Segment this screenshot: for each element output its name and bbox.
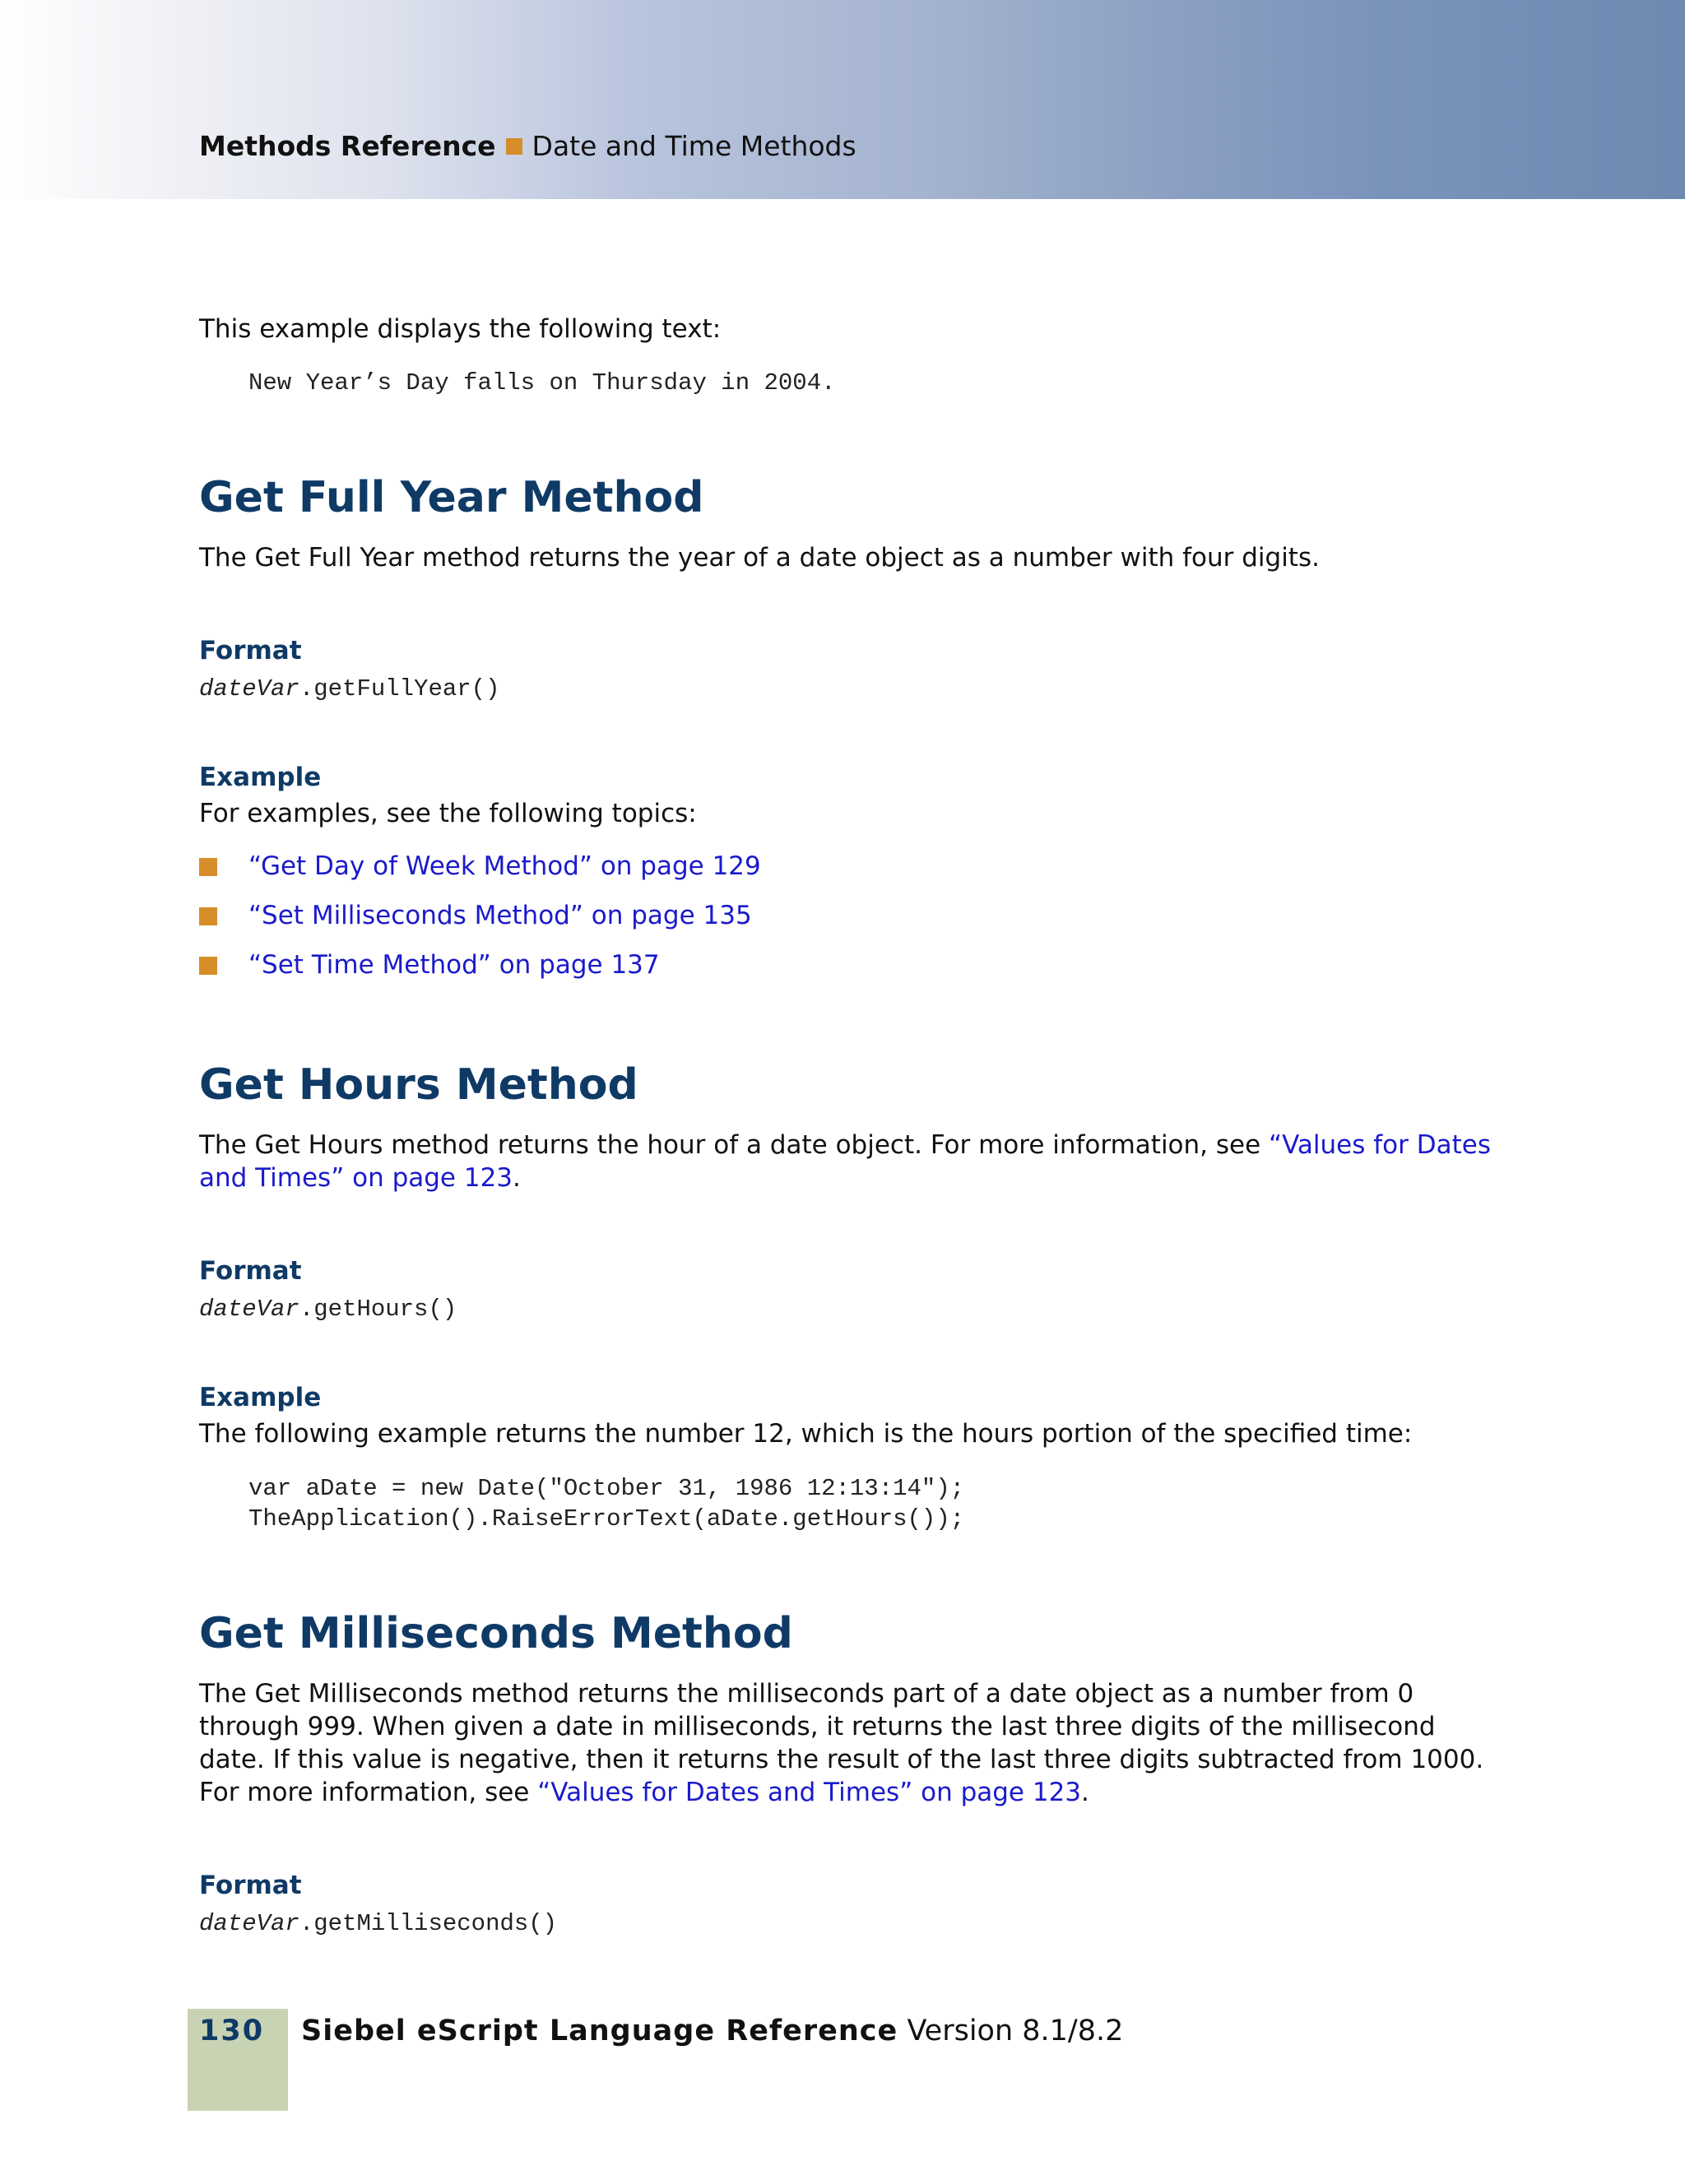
milliseconds-desc-line3: date. If this value is negative, then it returns the result of the last three digits subtracted from 1000. [199,1745,1484,1774]
footer-title [301,2014,1123,2048]
format-var: dateVar [199,1296,299,1323]
hours-example-text: The following example returns the number 12, which is the hours portion of the specified time: [199,1419,1413,1449]
hours-format-heading: Format [199,1256,302,1286]
format-var: dateVar [199,675,299,702]
full-year-desc: The Get Full Year method returns the year of a date object as a number with four digits. [199,543,1320,573]
hours-desc-end: . [513,1163,521,1193]
milliseconds-title: Get Milliseconds Method [199,1609,793,1658]
milliseconds-desc-line4 [199,1776,1089,1809]
format-call: .getMilliseconds() [299,1910,558,1937]
link-values-dates-times-cont[interactable]: and Times” on page 123 [199,1163,513,1193]
bullet-square-icon [199,957,217,975]
link-values-dates-times-ms[interactable]: “Values for Dates and Times” on page 123 [537,1778,1082,1807]
milliseconds-format-heading: Format [199,1871,302,1900]
hours-desc-text: The Get Hours method returns the hour of a date object. For more information, see [199,1130,1270,1160]
hours-code-line2: TheApplication().RaiseErrorText(aDate.getHours()); [248,1505,965,1533]
bullet-square-icon [199,858,217,876]
intro-text: This example displays the following text: [199,314,722,344]
format-call: .getHours() [299,1296,457,1323]
hours-format-code [199,1294,457,1324]
link-set-milliseconds[interactable]: “Set Milliseconds Method” on page 135 [248,901,752,930]
link-get-day-of-week[interactable]: “Get Day of Week Method” on page 129 [248,851,761,881]
format-call: .getFullYear() [299,675,500,702]
full-year-format-code [199,674,499,704]
milliseconds-desc-line1: The Get Milliseconds method returns the milliseconds part of a date object as a number from 0 [199,1679,1414,1709]
hours-code-line1: var aDate = new Date("October 31, 1986 12:13:14"); [248,1475,965,1502]
hours-desc-line1 [199,1129,1491,1162]
book-title: Siebel eScript Language Reference [301,2015,898,2047]
milliseconds-format-code [199,1908,557,1939]
hours-title: Get Hours Method [199,1060,638,1110]
header-section: Methods Reference [199,130,496,162]
hours-example-heading: Example [199,1383,322,1412]
format-var: dateVar [199,1910,299,1937]
bullet-square-icon [199,907,217,925]
full-year-example-heading: Example [199,763,322,792]
ms-desc-end: . [1081,1778,1089,1807]
full-year-title: Get Full Year Method [199,473,704,522]
full-year-example-text: For examples, see the following topics: [199,799,697,828]
intro-code: New Year’s Day falls on Thursday in 2004. [248,369,836,396]
running-header [199,130,856,163]
full-year-format-heading: Format [199,636,302,665]
link-values-dates-times[interactable]: “Values for Dates [1269,1130,1491,1160]
header-band [0,0,1685,199]
link-set-time[interactable]: “Set Time Method” on page 137 [248,950,660,980]
page-number: 130 [199,2015,265,2047]
header-square-icon [506,138,522,155]
ms-desc-pre: For more information, see [199,1778,538,1807]
milliseconds-desc-line2: through 999. When given a date in milliseconds, it returns the last three digits of the millisecond [199,1712,1436,1741]
header-subsection: Date and Time Methods [531,130,856,162]
hours-desc-line2 [199,1162,521,1194]
book-version: Version 8.1/8.2 [907,2015,1124,2047]
